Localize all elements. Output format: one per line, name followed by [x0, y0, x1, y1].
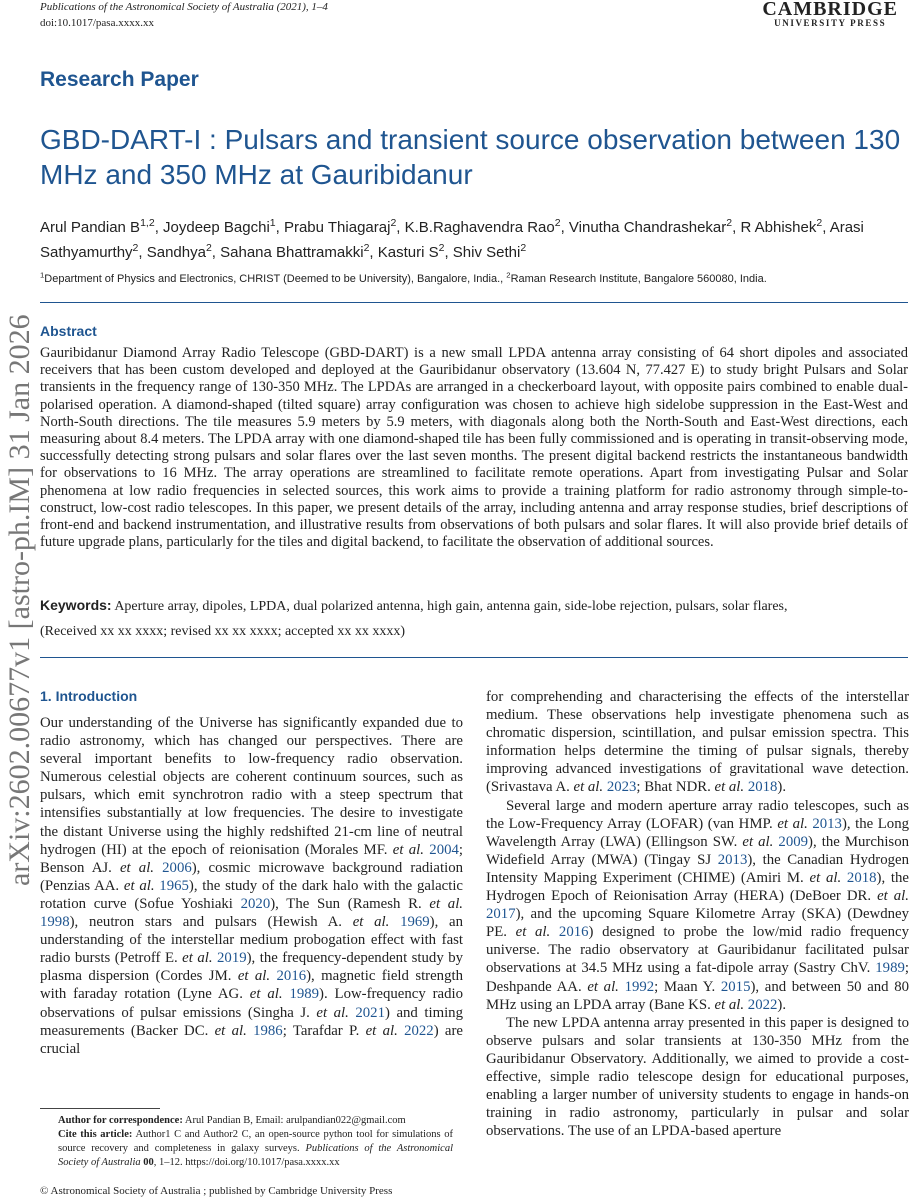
emphasis-text: et al. [429, 895, 463, 912]
citation-link[interactable]: 2018 [846, 869, 877, 886]
citation-link[interactable]: 1965 [159, 877, 189, 894]
body-text: ; Benson AJ. [40, 841, 464, 876]
author-list: Arul Pandian B$^{1,2}$, Joydeep Bagchi$^1$, Prabu Thiagaraj$^2$, K.B.Raghavendra Rao$^2$, Vinutha Chandrashekar$^2$, R Abhishek$^2$, Arasi Sathyamurthy$^2$, Sandhya$^2$, Sahana Bhattramakki$^2$, Kasturi $S^2$, Shiv Sethi$^2$ [40, 217, 864, 261]
emphasis-text: et al. [742, 833, 774, 850]
author-affiliation-mark: 2 [726, 217, 733, 229]
abstract-text: Gauribidanur Diamond Array Radio Telescope (GBD-DART) is a new small LPDA antenna array consisting of 64 short dipoles and associated receivers that has been custom developed and deployed at the Gauribidanur observatory (13.604 N, 77.427 E) to study bright Pulsars and Solar transients in the frequency range of 130-350 MHz. The LPDAs are arranged in a checkerboard layout, with opposite pairs combined to enable dual-polarised operation. A diamond-shaped (tilted square) array configuration was chosen to achieve high sidelobe suppression in the East-West and North-South directions. The tile measures 5.9 meters by 5.9 meters, with diagonals along both the North-South and East-West directions, each measuring about 8.4 meters. The LPDA array with one diamond-shaped tile has been fully commissioned and is operating in transit-observing mode, successfully detecting strong pulsars and solar flares over the last seven months. The present digital backend restricts the instantaneous bandwidth for observations to 16 MHz. The array operations are streamlined to facilitate remote operations. Apart from investigating Pulsar and Solar phenomena at low radio frequencies in selected sources, this work aims to provide a training platform for radio astronomy through simple-to-construct, low-cost radio telescopes. In this paper, we present details of the array, including antenna and array response studies, brief descriptions of front-end and backend instrumentation, and illustrative results from observations of both pulsars and solar flares. It will also provide brief details of future upgrade plans, particularly for the tiles and digital backend, to facilitate the observation of additional sources. [40, 345, 908, 551]
body-text: ) are crucial [40, 1022, 463, 1057]
correspondence-line [58, 1114, 453, 1128]
publisher-logo-sub: UNIVERSITY PRESS [774, 18, 887, 28]
cite-rest: , 1–12. https://doi.org/10.1017/pasa.xxxx.xx [153, 1157, 340, 1168]
body-text: ; Bhat NDR. [636, 779, 715, 796]
divider-mid [40, 657, 908, 658]
citation-link[interactable]: 2023 [606, 779, 637, 796]
body-text: ), the Hydrogen Epoch of Reionisation Array (HERA) (DeBoer DR. [486, 869, 909, 905]
doi-line: doi:10.1017/pasa.xxxx.xx [40, 17, 154, 29]
body-text: ; Tarafdar P. [282, 1022, 366, 1039]
author-name: Arasi Sathyamurthy [40, 219, 864, 261]
author-affiliation-mark: 2 [390, 217, 397, 229]
citation-link[interactable]: 1969 [400, 914, 430, 931]
citation-link[interactable]: 2006 [162, 859, 192, 876]
body-text: ). [777, 996, 787, 1013]
body-text: for comprehending and characterising the effects of the interstellar medium. These observations help investigate phenomena such as chromatic dispersion, scintillation, and pulsar emission spectra. This information helps determine the timing of pulsar signals, thereby improving advanced investigations of gravitational wave detection. (Srivastava A. [486, 689, 909, 796]
citation-link[interactable]: 2013 [812, 815, 842, 832]
emphasis-text: et al. [237, 968, 271, 985]
author-affiliation-mark: 2 [205, 242, 212, 254]
body-text [154, 860, 162, 876]
body-text: ). [777, 779, 787, 796]
body-text: ), the study of the dark halo with the galactic rotation curve (Sofue Yoshiaki [40, 877, 463, 912]
body-text: ), magnetic field strength with faraday rotation (Lyne AG. [40, 968, 463, 1003]
emphasis-text: et al. [214, 1022, 247, 1039]
body-column-right [486, 688, 909, 1140]
cite-volume: 00 [140, 1157, 154, 1168]
paragraph [486, 688, 909, 797]
author-name: R Abhishek [740, 219, 817, 236]
author-affiliation-mark: 2 [438, 242, 445, 254]
body-text: ), and the upcoming Square Kilometre Array (SKA) (Dewdney PE. [486, 906, 909, 941]
publisher-logo-main: CAMBRIDGE [762, 0, 898, 20]
emphasis-text: et al. [587, 978, 619, 995]
affiliation-mark: 1 [40, 270, 45, 280]
author-affiliation-mark: 2 [363, 242, 370, 254]
cite-journal: Publications of the Astronomical Society of Australia [58, 1143, 454, 1168]
emphasis-text: et al. [123, 877, 155, 894]
emphasis-text: et al. [809, 869, 842, 886]
citation-link[interactable]: 2009 [778, 833, 809, 850]
body-text: ). Low-frequency radio observations of pulsar emissions (Singha J. [40, 986, 463, 1021]
citation-link[interactable]: 2019 [217, 950, 247, 967]
cite-label: Cite this article: [58, 1129, 133, 1140]
arxiv-stamp: arXiv:2602.00677v1 [astro-ph.IM] 31 Jan 2026 [3, 314, 36, 886]
body-column-left [40, 714, 463, 1058]
body-text: Our understanding of the Universe has significantly expanded due to radio astronomy, which has changed our perspectives. There are several important benefits to low-frequency radio observation. Numerous celestial objects are coherent continuum sources, such as pulsars, which emit synchrotron radio with a steep spectrum that intensifies substantially at low frequencies. The desire to investigate the distant Universe using the highly redshifted 21-cm line of neutral hydrogen (HI) at the epoch of reionisation (Morales MF. [40, 715, 463, 858]
emphasis-text: et al. [777, 815, 808, 832]
author-affiliation-mark: 2 [520, 242, 527, 254]
body-text: ), an understanding of the interstellar medium probogation effect with fast radio bursts (Petroff E. [40, 914, 463, 967]
author-name: Joydeep Bagchi [163, 219, 270, 236]
author-affiliation-mark: 2 [554, 217, 561, 229]
publisher-logo [762, 0, 898, 29]
emphasis-text: et al. [877, 888, 909, 905]
body-text: ), cosmic microwave background radiation (Penzias AA. [40, 859, 463, 894]
emphasis-text: et al. [573, 779, 604, 796]
citation-link[interactable]: 2016 [276, 968, 307, 985]
body-text: ), neutron stars and pulsars (Hewish A. [69, 914, 353, 931]
keywords-label: Keywords: [40, 597, 112, 613]
affiliations [40, 272, 900, 286]
paper-title: GBD-DART-I : Pulsars and transient source observation between 130 MHz and 350 MHz at Gauribidanur [40, 124, 901, 190]
emphasis-text: et al. [119, 859, 155, 876]
author-name: Shiv Sethi [452, 244, 521, 261]
received-dates: (Received xx xx xxxx; revised xx xx xxxx; accepted xx xx xxxx) [40, 624, 406, 639]
affiliation-text: Department of Physics and Electronics, CHRIST (Deemed to be University), Bangalore, India., [44, 273, 507, 285]
cite-line [58, 1128, 453, 1170]
citation-link[interactable]: 2021 [355, 1004, 385, 1021]
copyright: © Astronomical Society of Australia ; published by Cambridge University Press [40, 1185, 393, 1197]
author-affiliation-mark: 1,2 [140, 217, 155, 229]
paragraph [486, 797, 909, 1014]
body-text: The new LPDA antenna array presented in this paper is designed to observe pulsars and solar transients at 130-350 MHz from the Gauribidanur Observatory. Additionally, we aimed to provide a cost-effective, simple radio telescope design for educational purposes, enabling a larger number of university students to engage in hands-on training in radio astronomy, particularly in pulsar and solar observations. The use of an LPDA-based aperture [486, 1014, 909, 1140]
keywords-text: Aperture array, dipoles, LPDA, dual polarized antenna, high gain, antenna gain, side-lobe rejection, pulsars, solar flares, [114, 599, 788, 614]
body-text [389, 914, 400, 930]
author-name: Prabu Thiagaraj [283, 219, 391, 236]
author-name: Vinutha Chandrashekar [568, 219, 727, 236]
cite-text: Author1 C and Author2 C, an open-source python tool for simulations of source recovery and completeness in galaxy surveys. [58, 1129, 453, 1154]
divider-top [40, 302, 908, 303]
citation-link[interactable]: 1989 [289, 986, 320, 1003]
body-text: Several large and modern aperture array radio telescopes, such as the Low-Frequency Array (LOFAR) (van HMP. [486, 797, 909, 832]
author-name: Kasturi S [377, 244, 439, 261]
author-affiliation-mark: 2 [816, 217, 823, 229]
body-text: ), The Sun (Ramesh R. [270, 895, 430, 912]
paragraph [40, 714, 463, 1058]
citation-link[interactable]: 2013 [717, 851, 748, 868]
citation-link[interactable]: 2022 [747, 996, 778, 1013]
emphasis-text: et al. [714, 779, 745, 796]
emphasis-text: et al. [316, 1004, 349, 1021]
body-text: ; Maan Y. [654, 978, 721, 995]
section-heading: 1. Introduction [40, 688, 138, 704]
paragraph [486, 1014, 909, 1141]
emphasis-text: et al. [182, 950, 213, 967]
emphasis-text: et al. [515, 924, 551, 941]
body-text: ; Deshpande AA. [486, 960, 909, 995]
author-name: K.B.Raghavendra Rao [404, 219, 555, 236]
body-text: ) and timing measurements (Backer DC. [40, 1004, 463, 1039]
citation-link[interactable]: 2017 [486, 906, 516, 923]
keywords [40, 597, 908, 615]
citation-link[interactable]: 2004 [429, 841, 459, 858]
affiliation-mark: 2 [506, 270, 511, 280]
body-text: ), the frequency-dependent study by plasma dispersion (Cordes JM. [40, 950, 463, 985]
citation-link[interactable]: 2020 [240, 895, 271, 912]
citation-link[interactable]: 1998 [40, 914, 70, 931]
author-name: Arul Pandian B [40, 219, 141, 236]
body-text: ), the Murchison Widefield Array (MWA) (Tingay SJ [486, 833, 909, 868]
author-name: Sandhya [146, 244, 206, 261]
citation-link[interactable]: 1989 [875, 960, 905, 977]
body-text: ), the Long Wavelength Array (LWA) (Ellingson SW. [486, 815, 909, 850]
abstract-heading: Abstract [40, 323, 97, 339]
emphasis-text: et al. [352, 914, 390, 931]
emphasis-text: et al. [714, 996, 745, 1013]
author-affiliation-mark: 2 [132, 242, 139, 254]
footnote [58, 1114, 453, 1170]
emphasis-text: et al. [365, 1022, 398, 1039]
citation-link[interactable]: 1992 [624, 978, 655, 995]
body-text: ), the Canadian Hydrogen Intensity Mapping Experiment (CHIME) (Amiri M. [486, 851, 909, 886]
author-name: Sahana Bhattramakki [220, 244, 364, 261]
body-text: ) designed to probe the low/mid radio frequency universe. The radio observatory at Gauribidanur facilitated pulsar observations at 34.5 MHz using a fat-dipole array (Sastry ChV. [486, 924, 909, 977]
footnote-divider [40, 1108, 160, 1109]
citation-link[interactable]: 2016 [558, 924, 589, 941]
citation-link[interactable]: 2015 [720, 978, 751, 995]
citation-link[interactable]: 1986 [253, 1022, 283, 1039]
emphasis-text: et al. [249, 986, 283, 1003]
citation-link[interactable]: 2022 [404, 1022, 434, 1039]
correspondence-label: Author for correspondence: [58, 1115, 183, 1126]
author-affiliation-mark: 1 [269, 217, 276, 229]
citation-link[interactable]: 2018 [747, 779, 778, 796]
correspondence-text: Arul Pandian B, Email: arulpandian022@gmail.com [182, 1115, 406, 1126]
article-type: Research Paper [40, 68, 199, 91]
body-text [550, 924, 559, 940]
body-text: ), and between 50 and 80 MHz using an LPDA array (Bane KS. [486, 978, 910, 1013]
emphasis-text: et al. [392, 841, 424, 858]
affiliation-text: Raman Research Institute, Bangalore 560080, India. [510, 273, 767, 285]
journal-citation: Publications of the Astronomical Society of Australia (2021), 1–4 [40, 1, 328, 13]
